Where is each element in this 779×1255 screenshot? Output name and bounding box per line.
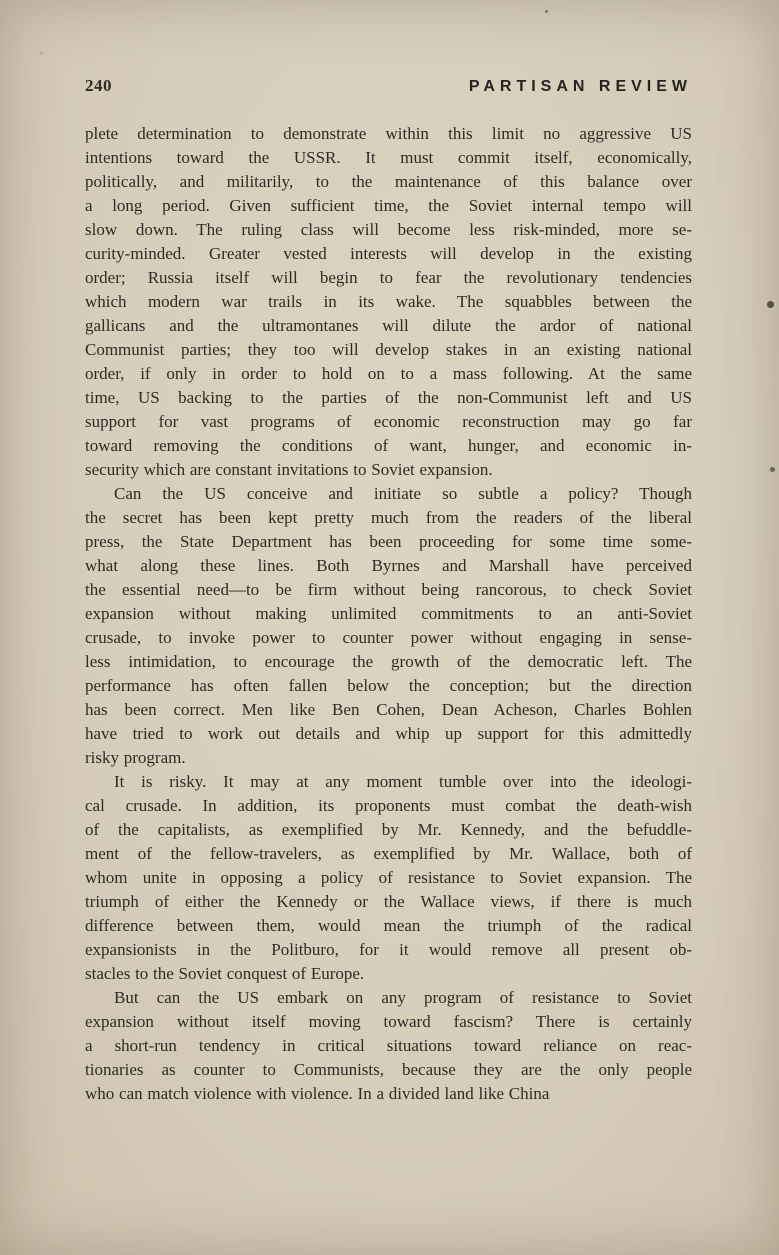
- text-line: curity-minded. Greater vested interests will develop in the existing: [85, 244, 692, 263]
- text-line: expansionists in the Politburo, for it would remove all present ob-: [85, 940, 692, 959]
- running-head: [85, 76, 692, 96]
- text-line: the essential need—to be firm without being rancorous, to check Soviet: [85, 580, 692, 599]
- text-line: a long period. Given sufficient time, the Soviet internal tempo will: [85, 196, 692, 215]
- paragraph: [85, 122, 692, 482]
- page-number: 240: [85, 76, 112, 95]
- text-line: But can the US embark on any program of resistance to Soviet: [114, 988, 692, 1007]
- text-line: tionaries as counter to Communists, because they are the only people: [85, 1060, 692, 1079]
- text-line: who can match violence with violence. In a divided land like China: [85, 1084, 550, 1103]
- text-line: ment of the fellow-travelers, as exemplified by Mr. Wallace, both of: [85, 844, 692, 863]
- paragraph: [85, 770, 692, 986]
- text-line: plete determination to demonstrate within this limit no aggressive US: [85, 124, 692, 143]
- paragraph: [85, 482, 692, 770]
- text-line: press, the State Department has been proceeding for some time some-: [85, 532, 692, 551]
- text-line: risky program.: [85, 748, 186, 767]
- page-body: [85, 122, 692, 1106]
- text-line: triumph of either the Kennedy or the Wallace views, if there is much: [85, 892, 692, 911]
- text-line: It is risky. It may at any moment tumble over into the ideologi-: [114, 772, 692, 791]
- text-line: less intimidation, to encourage the growth of the democratic left. The: [85, 652, 692, 671]
- text-line: crusade, to invoke power to counter power without engaging in sense-: [85, 628, 692, 647]
- text-line: of the capitalists, as exemplified by Mr. Kennedy, and the befuddle-: [85, 820, 692, 839]
- text-line: have tried to work out details and whip up support for this admittedly: [85, 724, 692, 743]
- text-line: a short-run tendency in critical situations toward reliance on reac-: [85, 1036, 692, 1055]
- text-line: which modern war trails in its wake. The squabbles between the: [85, 292, 692, 311]
- text-line: performance has often fallen below the conception; but the direction: [85, 676, 692, 695]
- text-line: Can the US conceive and initiate so subtle a policy? Though: [114, 484, 692, 503]
- text-line: difference between them, would mean the triumph of the radical: [85, 916, 692, 935]
- text-line: expansion without itself moving toward fascism? There is certainly: [85, 1012, 692, 1031]
- text-line: toward removing the conditions of want, hunger, and economic in-: [85, 436, 692, 455]
- text-line: support for vast programs of economic reconstruction may go far: [85, 412, 692, 431]
- text-line: stacles to the Soviet conquest of Europe.: [85, 964, 365, 983]
- text-line: time, US backing to the parties of the non-Communist left and US: [85, 388, 692, 407]
- text-line: security which are constant invitations to Soviet expansion.: [85, 460, 493, 479]
- text-line: politically, and militarily, to the maintenance of this balance over: [85, 172, 692, 191]
- text-line: cal crusade. In addition, its proponents must combat the death-wish: [85, 796, 692, 815]
- text-line: the secret has been kept pretty much from the readers of the liberal: [85, 508, 692, 527]
- journal-title: PARTISAN REVIEW: [468, 78, 692, 95]
- text-line: expansion without making unlimited commitments to an anti-Soviet: [85, 604, 692, 623]
- text-line: Communist parties; they too will develop stakes in an existing national: [85, 340, 692, 359]
- text-line: slow down. The ruling class will become less risk-minded, more se-: [85, 220, 692, 239]
- text-line: intentions toward the USSR. It must commit itself, economically,: [85, 148, 692, 167]
- text-line: gallicans and the ultramontanes will dilute the ardor of national: [85, 316, 692, 335]
- text-line: whom unite in opposing a policy of resistance to Soviet expansion. The: [85, 868, 692, 887]
- text-line: what along these lines. Both Byrnes and Marshall have perceived: [85, 556, 692, 575]
- text-line: has been correct. Men like Ben Cohen, Dean Acheson, Charles Bohlen: [85, 700, 692, 719]
- text-line: order, if only in order to hold on to a mass following. At the same: [85, 364, 692, 383]
- paragraph: [85, 986, 692, 1106]
- text-line: order; Russia itself will begin to fear the revolutionary tendencies: [85, 268, 692, 287]
